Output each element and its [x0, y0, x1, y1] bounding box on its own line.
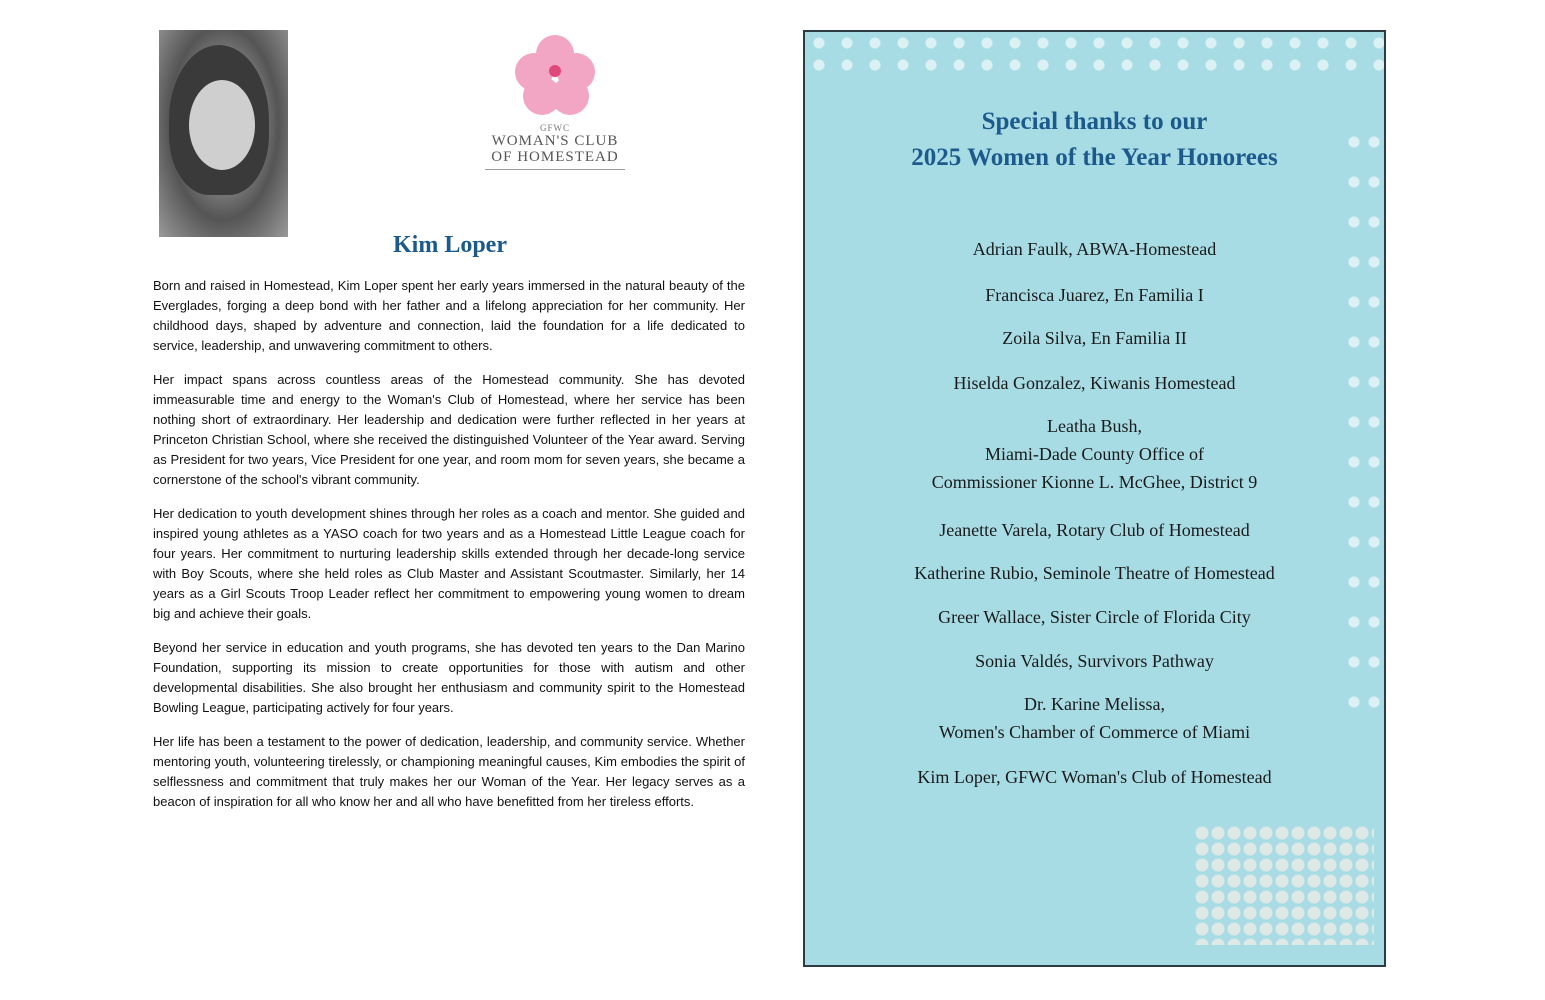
honoree-line: Commissioner Kionne L. McGhee, District 9: [931, 472, 1258, 492]
bio-paragraph: Beyond her service in education and youth programs, she has devoted ten years to the Dan Marino Foundation, supporting its mission to create opportunities for those with autism and other developmental disabilities. She also brought her enthusiasm and community spirit to the Homestead Bowling League, participating actively for four years.: [153, 640, 745, 715]
honoree-entry: [805, 690, 1384, 746]
logo-gfwc: GFWC: [539, 123, 570, 133]
hibiscus-icon: [515, 35, 595, 115]
honoree-entry: [805, 516, 1384, 544]
honoree-entry: [805, 647, 1384, 675]
bio-paragraph: Her dedication to youth development shines through her roles as a coach and mentor. She guided and inspired young athletes as a YASO coach for two years and as a Homestead Little League coach for four years. Her commitment to nurturing leadership skills extended through her decade-long service with Boy Scouts, where she held roles as Club Master and Assistant Scoutmaster. Similarly, her 14 years as a Girl Scouts Troop Leader reflect her commitment to empowering young women to dream big and achieve their goals.: [153, 506, 745, 621]
honoree-line: Kim Loper, GFWC Woman's Club of Homestead: [917, 767, 1272, 787]
bio-paragraph: Her life has been a testament to the power of dedication, leadership, and community service. Whether mentoring youth, volunteering tirelessly, or championing meaningful causes, Kim embodies the spirit of selflessness and commitment that truly makes her our Woman of the Year. Her legacy serves as a beacon of inspiration for all who know her and all who have benefitted from her tireless efforts.: [153, 734, 745, 809]
honoree-entry: [805, 235, 1384, 263]
honoree-line: Adrian Faulk, ABWA-Homestead: [972, 239, 1217, 259]
honoree-entry: [805, 324, 1384, 352]
honoree-line: Katherine Rubio, Seminole Theatre of Homestead: [914, 563, 1275, 583]
honoree-entry: [805, 763, 1384, 791]
biography: [153, 276, 745, 826]
panel-title: [805, 104, 1384, 176]
club-logo: [475, 35, 635, 210]
honoree-line: Miami-Dade County Office of: [984, 444, 1205, 464]
honoree-photo: [159, 30, 288, 237]
panel-title-line2: 2025 Women of the Year Honorees: [911, 144, 1278, 171]
honoree-entry: [805, 603, 1384, 631]
logo-line2: OF HOMESTEAD: [491, 149, 619, 165]
honoree-line: Leatha Bush,: [1047, 416, 1142, 436]
honoree-entry: [805, 369, 1384, 397]
honoree-entry: [805, 412, 1384, 496]
panel-title-line1: Special thanks to our: [981, 108, 1208, 135]
honoree-entry: [805, 559, 1384, 587]
bio-paragraph: Her impact spans across countless areas of the Homestead community. She has devoted immeasurable time and energy to the Woman's Club of Homestead, where her service has been nothing short of extraordinary. Her leadership and dedication were further reflected in her years at Princeton Christian School, where she received the distinguished Volunteer of the Year award. Serving as President for two years, Vice President for one year, and room mom for seven years, she became a cornerstone of the school's vibrant community.: [153, 372, 745, 487]
honoree-line: Francisca Juarez, En Familia I: [985, 285, 1204, 305]
honoree-line: Zoila Silva, En Familia II: [1002, 328, 1187, 348]
honorees-panel: [803, 30, 1386, 967]
honoree-line: Greer Wallace, Sister Circle of Florida City: [938, 607, 1251, 627]
honoree-line: Sonia Valdés, Survivors Pathway: [975, 651, 1214, 671]
bio-paragraph: Born and raised in Homestead, Kim Loper spent her early years immersed in the natural beauty of the Everglades, forging a deep bond with her father and a lifelong appreciation for her community. Her childhood days, shaped by adventure and connection, laid the foundation for a life dedicated to service, leadership, and unwavering commitment to others.: [153, 278, 745, 353]
honoree-name: Kim Loper: [393, 232, 507, 258]
logo-line1: WOMAN'S CLUB: [491, 133, 619, 149]
honoree-line: Jeanette Varela, Rotary Club of Homestead: [939, 520, 1250, 540]
honoree-line: Hiselda Gonzalez, Kiwanis Homestead: [953, 373, 1236, 393]
honoree-line: Women's Chamber of Commerce of Miami: [938, 722, 1251, 742]
honoree-entry: [805, 281, 1384, 309]
honoree-line: Dr. Karine Melissa,: [1024, 694, 1165, 714]
